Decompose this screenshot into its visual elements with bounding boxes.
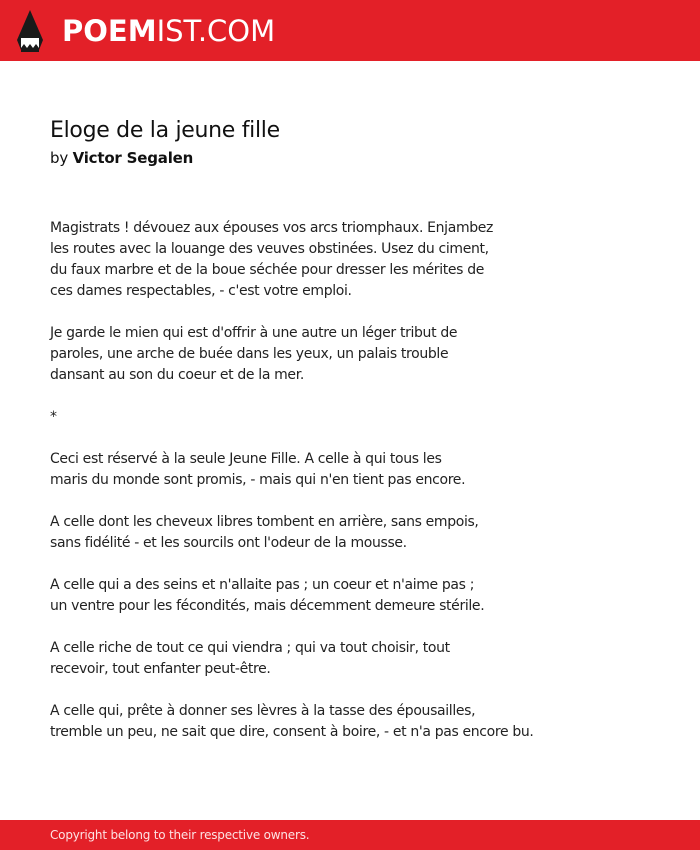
poem-line: recevoir, tout enfanter peut-être. (50, 661, 271, 677)
site-footer (0, 820, 700, 850)
poem-stanza (50, 638, 610, 680)
poem-line: Je garde le mien qui est d'offrir à une autre un léger tribut de (50, 325, 458, 341)
byline (50, 147, 650, 169)
poem-line: * (50, 409, 57, 425)
poem-line: tremble un peu, ne sait que dire, consent à boire, - et n'a pas encore bu. (50, 724, 534, 740)
by-label: by (50, 149, 68, 167)
brand-light: IST.COM (156, 14, 276, 48)
poem-line: paroles, une arche de buée dans les yeux, un palais trouble (50, 346, 449, 362)
brand-bold: POEM (62, 14, 157, 48)
poem-line: un ventre pour les fécondités, mais décemment demeure stérile. (50, 598, 485, 614)
poem-stanza (50, 323, 610, 386)
author-name: Victor Segalen (72, 149, 194, 167)
site-logo-link[interactable] (17, 9, 275, 53)
poem-line: A celle qui, prête à donner ses lèvres à la tasse des épousailles, (50, 703, 476, 719)
poem-line: Ceci est réservé à la seule Jeune Fille. A celle à qui tous les (50, 451, 442, 467)
poem-stanza (50, 701, 610, 743)
poem-line: sans fidélité - et les sourcils ont l'odeur de la mousse. (50, 535, 407, 551)
site-brand (62, 9, 275, 53)
poem-stanza (50, 512, 610, 554)
poem-body (50, 218, 610, 764)
poem-line: maris du monde sont promis, - mais qui n'en tient pas encore. (50, 472, 466, 488)
poem-line: Magistrats ! dévouez aux épouses vos arcs triomphaux. Enjambez (50, 220, 494, 236)
poem-stanza (50, 218, 610, 302)
poem-stanza (50, 449, 610, 491)
poem-line: dansant au son du coeur et de la mer. (50, 367, 304, 383)
poem-stanza (50, 407, 610, 428)
poem-line: ces dames respectables, - c'est votre emploi. (50, 283, 352, 299)
copyright-text: Copyright belong to their respective owners. (50, 828, 310, 842)
pen-nib-icon (17, 10, 43, 52)
site-header (0, 0, 700, 61)
poem-heading (50, 115, 650, 169)
poem-title: Eloge de la jeune fille (50, 118, 280, 143)
poem-line: A celle riche de tout ce qui viendra ; qui va tout choisir, tout (50, 640, 450, 656)
poem-stanza (50, 575, 610, 617)
poem-line: du faux marbre et de la boue séchée pour dresser les mérites de (50, 262, 484, 278)
poem-line: les routes avec la louange des veuves obstinées. Usez du ciment, (50, 241, 489, 257)
poem-line: A celle qui a des seins et n'allaite pas ; un coeur et n'aime pas ; (50, 577, 475, 593)
poem-line: A celle dont les cheveux libres tombent en arrière, sans empois, (50, 514, 479, 530)
